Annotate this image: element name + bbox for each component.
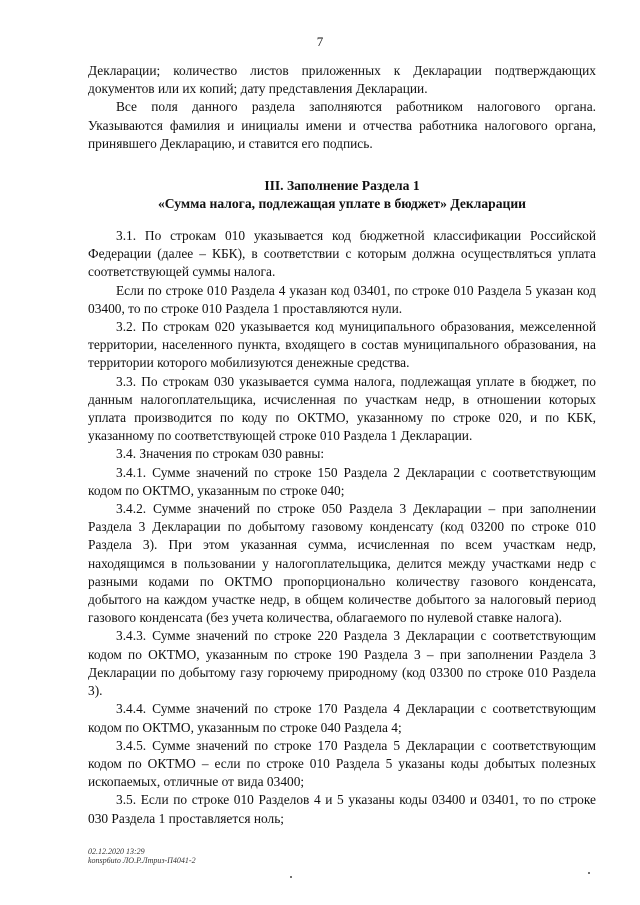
section-title: III. Заполнение Раздела 1 xyxy=(264,178,420,194)
paragraph: 3.4.3. Сумме значений по строке 220 Раздела 3 Декларации с соответствующим кодом по ОКТМО, указанным по строке 190 Раздела 3 – при заполнении Раздела 3 Декларации по добытому газу горючему природному (код 03300 по строке 010 Раздела 3). xyxy=(88,628,596,699)
paragraph: 3.3. По строкам 030 указывается сумма налога, подлежащая уплате в бюджет, по данным налогоплательщика, исчисленная по участкам недр, в отношении которых уплата производится по коду по ОКТМО, указанному по строке 020, и по КБК, указанному по соответствующей строке 010 Раздела 1 Декларации. xyxy=(88,373,596,444)
paragraph: 3.4.4. Сумме значений по строке 170 Раздела 4 Декларации с соответствующим кодом по ОКТМО, указанным по строке 040 Раздела 4; xyxy=(88,701,596,735)
page-number: 7 xyxy=(316,34,324,49)
document-body xyxy=(88,62,596,828)
paragraph: 3.2. По строкам 020 указывается код муниципального образования, межселенной территории, населенного пункта, входящего в состав муниципального образования, на территории которого мобилизуются денежные средства. xyxy=(88,319,596,371)
paragraph: 3.4.5. Сумме значений по строке 170 Раздела 5 Декларации с соответствующим кодом по ОКТМО – если по строке 010 Раздела 5 указаны коды добытых полезных ископаемых, отличные от вида 03400; xyxy=(88,737,596,790)
scan-speck xyxy=(588,872,590,874)
section-subtitle: «Сумма налога, подлежащая уплате в бюджет» Декларации xyxy=(158,196,526,212)
paragraph: 3.5. Если по строке 010 Разделов 4 и 5 указаны коды 03400 и 03401, то по строке 030 Раздела 1 проставляется ноль; xyxy=(88,792,596,826)
paragraph: Декларации; количество листов приложенных к Декларации подтверждающих документов или их копий; дату представления Декларации. xyxy=(88,63,596,97)
paragraph: 3.4. Значения по строкам 030 равны: xyxy=(116,446,325,462)
paragraph: 3.4.1. Сумме значений по строке 150 Раздела 2 Декларации с соответствующим кодом по ОКТМО, указанным по строке 040; xyxy=(88,464,596,498)
paragraph: Все поля данного раздела заполняются работником налогового органа. Указываются фамилия и инициалы имени и отчества работника налогового органа, принявшего Декларацию, и ставится его подпись. xyxy=(88,99,596,151)
paragraph: Если по строке 010 Раздела 4 указан код 03401, по строке 010 Раздела 5 указан код 03400, то по строке 010 Раздела 1 проставляются нули. xyxy=(88,282,596,316)
paragraph: 3.4.2. Сумме значений по строке 050 Раздела 3 Декларации – при заполнении Раздела 3 Декларации по добытому газовому конденсату (код 03200 по строке 010 Раздела 3). При этом указанная сумма, исчисленная по всем участкам недр, находящимся в пользовании у налогоплательщика, делится между участками недр с разными кодами по ОКТМО пропорционально количеству газового конденсата, добытого на каждом участке недр, в общем количестве добытого за налоговый период газового конденсата (без учета количества, облагаемого по нулевой ставке налога). xyxy=(88,501,596,626)
footer-date: 02.12.2020 13:29 xyxy=(88,847,145,856)
scan-speck xyxy=(290,876,292,878)
footer-stamp xyxy=(88,847,196,865)
paragraph: 3.1. По строкам 010 указывается код бюджетной классификации Российской Федерации (далее – КБК), в соответствии с которым должна осуществляться уплата соответствующей суммы налога. xyxy=(88,228,596,280)
footer-file: konsp6uto ЛО.Р.Лтриз-П4041-2 xyxy=(88,856,196,865)
